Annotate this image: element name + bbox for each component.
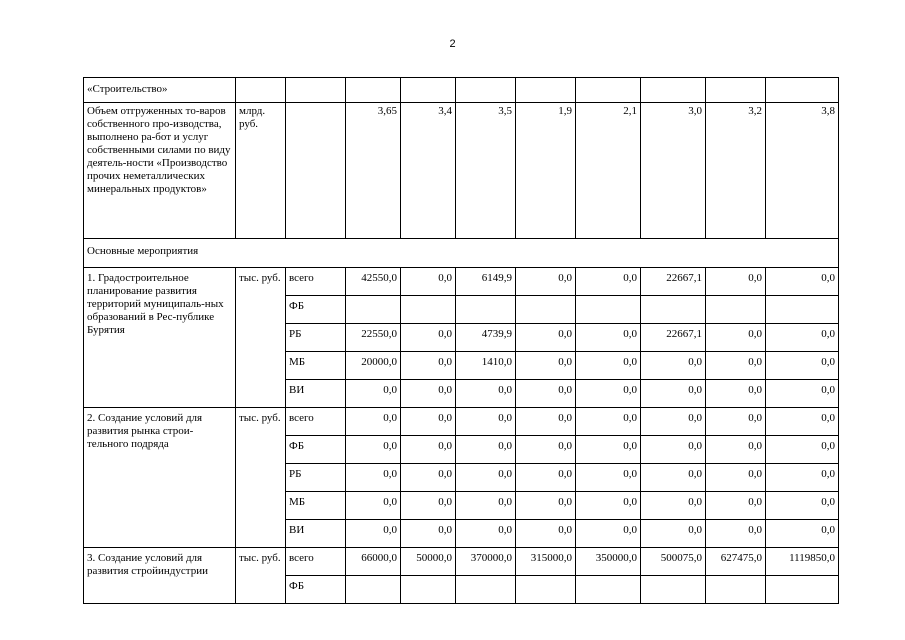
amount-cell: 0,0 (576, 324, 641, 352)
indicator-value: 3,2 (706, 103, 766, 239)
amount-cell: 0,0 (401, 520, 456, 548)
empty-cell (456, 78, 516, 103)
indicator-unit: млрд. руб. (236, 103, 286, 239)
amount-cell: 0,0 (706, 436, 766, 464)
amount-cell: 0,0 (706, 408, 766, 436)
amount-cell: 50000,0 (401, 548, 456, 576)
empty-cell (286, 103, 346, 239)
amount-cell (766, 296, 839, 324)
amount-cell (401, 576, 456, 604)
amount-cell (706, 576, 766, 604)
amount-cell: 0,0 (516, 436, 576, 464)
amount-cell: 0,0 (401, 464, 456, 492)
indicator-value: 3,65 (346, 103, 401, 239)
amount-cell (346, 296, 401, 324)
amount-cell: 0,0 (576, 464, 641, 492)
amount-cell: 0,0 (576, 436, 641, 464)
amount-cell: 0,0 (706, 492, 766, 520)
program-table (83, 77, 839, 604)
funding-source: всего (286, 268, 346, 296)
amount-cell: 0,0 (766, 380, 839, 408)
amount-cell: 0,0 (516, 464, 576, 492)
empty-cell (706, 78, 766, 103)
amount-cell: 0,0 (401, 352, 456, 380)
amount-cell: 0,0 (401, 408, 456, 436)
amount-cell (456, 576, 516, 604)
header-label: «Строительство» (84, 78, 236, 103)
amount-cell: 1119850,0 (766, 548, 839, 576)
amount-cell: 0,0 (516, 408, 576, 436)
funding-source: ВИ (286, 520, 346, 548)
measure-row (84, 548, 839, 576)
page-number: 2 (449, 38, 456, 50)
measure-unit: тыс. руб. (236, 408, 286, 548)
amount-cell: 6149,9 (456, 268, 516, 296)
amount-cell (576, 296, 641, 324)
funding-source: РБ (286, 324, 346, 352)
funding-source: РБ (286, 464, 346, 492)
empty-cell (766, 78, 839, 103)
amount-cell: 0,0 (641, 436, 706, 464)
amount-cell: 0,0 (766, 520, 839, 548)
amount-cell: 0,0 (706, 520, 766, 548)
empty-cell (286, 78, 346, 103)
amount-cell: 22550,0 (346, 324, 401, 352)
amount-cell: 0,0 (576, 380, 641, 408)
amount-cell: 0,0 (401, 324, 456, 352)
amount-cell: 0,0 (516, 352, 576, 380)
funding-source: ВИ (286, 380, 346, 408)
funding-source: ФБ (286, 436, 346, 464)
amount-cell: 0,0 (456, 436, 516, 464)
header-row (84, 78, 839, 103)
amount-cell (516, 576, 576, 604)
amount-cell: 4739,9 (456, 324, 516, 352)
amount-cell: 0,0 (401, 380, 456, 408)
amount-cell: 0,0 (766, 436, 839, 464)
empty-cell (641, 78, 706, 103)
amount-cell: 0,0 (401, 492, 456, 520)
funding-source: МБ (286, 492, 346, 520)
amount-cell (516, 296, 576, 324)
amount-cell: 0,0 (706, 324, 766, 352)
indicator-value: 3,0 (641, 103, 706, 239)
empty-cell (346, 78, 401, 103)
amount-cell: 0,0 (346, 520, 401, 548)
amount-cell: 0,0 (766, 324, 839, 352)
amount-cell: 0,0 (766, 464, 839, 492)
amount-cell (766, 576, 839, 604)
amount-cell: 0,0 (706, 464, 766, 492)
amount-cell: 0,0 (766, 352, 839, 380)
empty-cell (576, 78, 641, 103)
amount-cell: 0,0 (346, 436, 401, 464)
empty-cell (236, 78, 286, 103)
amount-cell (576, 576, 641, 604)
amount-cell (401, 296, 456, 324)
section-row (84, 239, 839, 268)
amount-cell (641, 576, 706, 604)
amount-cell: 0,0 (456, 380, 516, 408)
amount-cell: 0,0 (346, 380, 401, 408)
amount-cell: 0,0 (456, 520, 516, 548)
funding-source: ФБ (286, 296, 346, 324)
amount-cell: 370000,0 (456, 548, 516, 576)
indicator-name: Объем отгруженных то-варов собственного про-изводства, выполнено ра-бот и услуг собственными силами по виду деятель-ности «Производство прочих неметаллических минеральных продуктов» (84, 103, 236, 239)
amount-cell: 0,0 (576, 408, 641, 436)
amount-cell: 0,0 (641, 492, 706, 520)
measure-name: 1. Градостроительное планирование развития территорий муниципаль-ных образований в Рес-публике Бурятия (84, 268, 236, 408)
amount-cell: 0,0 (576, 520, 641, 548)
measure-row (84, 268, 839, 296)
amount-cell: 0,0 (516, 380, 576, 408)
amount-cell: 22667,1 (641, 324, 706, 352)
amount-cell: 0,0 (516, 324, 576, 352)
amount-cell: 500075,0 (641, 548, 706, 576)
measure-name: 3. Создание условий для развития стройиндустрии (84, 548, 236, 604)
amount-cell: 0,0 (456, 464, 516, 492)
amount-cell: 315000,0 (516, 548, 576, 576)
funding-source: всего (286, 548, 346, 576)
amount-cell: 0,0 (401, 268, 456, 296)
indicator-value: 3,8 (766, 103, 839, 239)
amount-cell: 0,0 (401, 436, 456, 464)
amount-cell: 0,0 (641, 464, 706, 492)
funding-source: МБ (286, 352, 346, 380)
amount-cell: 350000,0 (576, 548, 641, 576)
amount-cell: 0,0 (706, 380, 766, 408)
measure-unit: тыс. руб. (236, 268, 286, 408)
amount-cell: 0,0 (641, 408, 706, 436)
indicator-value: 3,4 (401, 103, 456, 239)
amount-cell: 20000,0 (346, 352, 401, 380)
measure-row (84, 408, 839, 436)
measure-name: 2. Создание условий для развития рынка строи-тельного подряда (84, 408, 236, 548)
amount-cell: 0,0 (346, 492, 401, 520)
amount-cell: 1410,0 (456, 352, 516, 380)
measure-unit: тыс. руб. (236, 548, 286, 604)
amount-cell: 0,0 (346, 464, 401, 492)
amount-cell: 0,0 (706, 352, 766, 380)
amount-cell: 42550,0 (346, 268, 401, 296)
amount-cell: 0,0 (766, 268, 839, 296)
funding-source: всего (286, 408, 346, 436)
amount-cell: 0,0 (576, 268, 641, 296)
amount-cell: 0,0 (516, 492, 576, 520)
amount-cell: 22667,1 (641, 268, 706, 296)
amount-cell: 0,0 (346, 408, 401, 436)
indicator-value: 1,9 (516, 103, 576, 239)
amount-cell: 0,0 (766, 408, 839, 436)
indicator-value: 2,1 (576, 103, 641, 239)
indicator-row (84, 103, 839, 239)
amount-cell: 0,0 (576, 492, 641, 520)
amount-cell: 66000,0 (346, 548, 401, 576)
funding-source: ФБ (286, 576, 346, 604)
indicator-value: 3,5 (456, 103, 516, 239)
empty-cell (401, 78, 456, 103)
empty-cell (516, 78, 576, 103)
amount-cell (456, 296, 516, 324)
amount-cell: 0,0 (706, 268, 766, 296)
amount-cell (706, 296, 766, 324)
amount-cell: 627475,0 (706, 548, 766, 576)
amount-cell: 0,0 (516, 268, 576, 296)
amount-cell (641, 296, 706, 324)
amount-cell: 0,0 (766, 492, 839, 520)
amount-cell: 0,0 (516, 520, 576, 548)
amount-cell: 0,0 (641, 352, 706, 380)
section-title: Основные мероприятия (84, 239, 839, 268)
amount-cell (346, 576, 401, 604)
amount-cell: 0,0 (576, 352, 641, 380)
amount-cell: 0,0 (456, 492, 516, 520)
amount-cell: 0,0 (641, 380, 706, 408)
amount-cell: 0,0 (641, 520, 706, 548)
amount-cell: 0,0 (456, 408, 516, 436)
